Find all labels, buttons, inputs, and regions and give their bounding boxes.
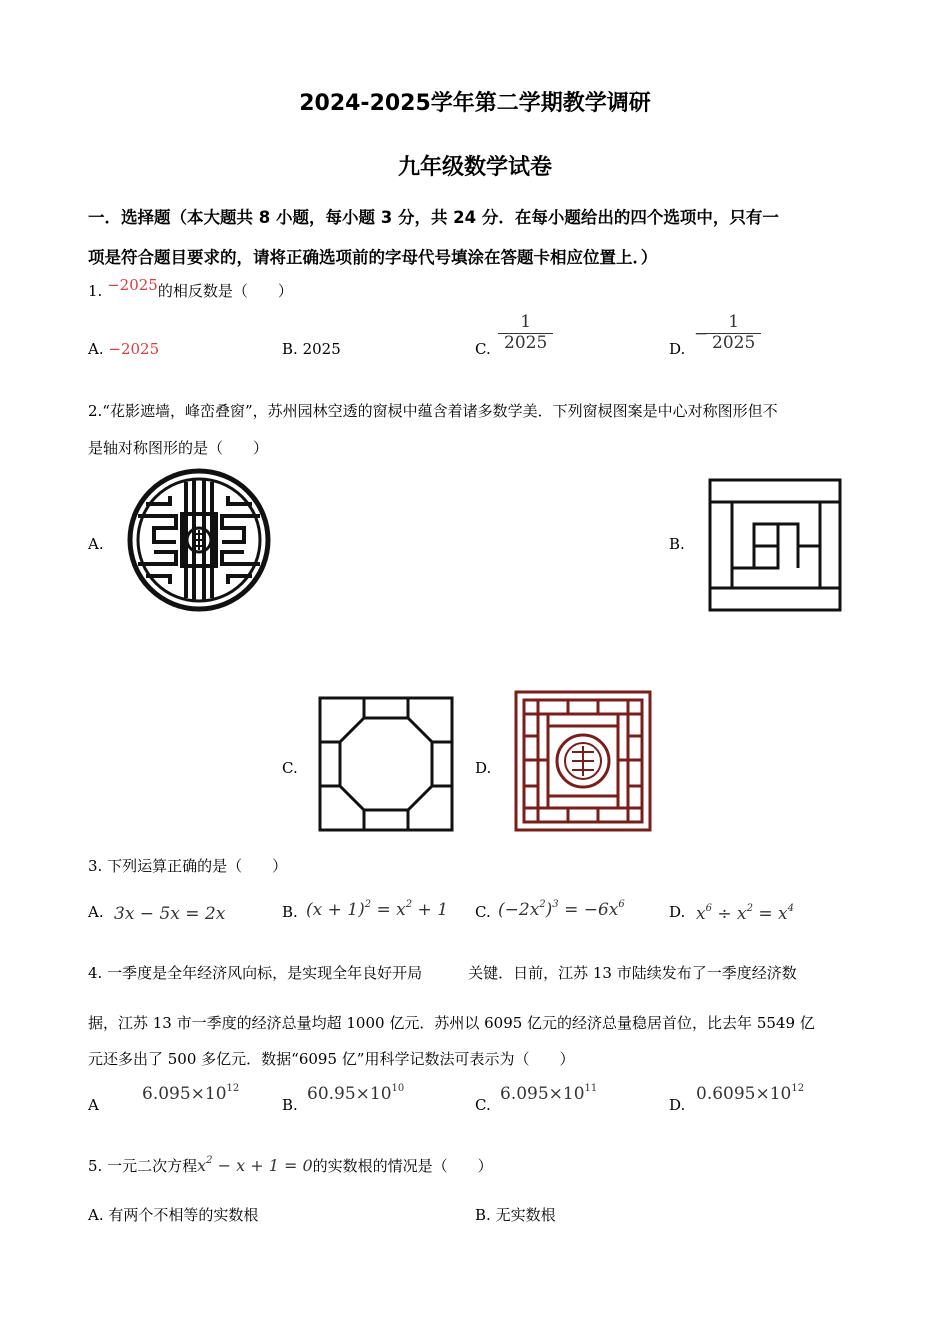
q4-line1-part1: 4. 一季度是全年经济风向标，是实现全年良好开局 [88,964,423,982]
q2-figure-c-octagon-lattice [318,696,454,832]
q5-stem-post: 的实数根的情况是（ ） [312,1157,493,1175]
q5-a-text: 有两个不相等的实数根 [108,1206,259,1224]
q3-option-a-expr: 3x − 5x = 2x [114,904,226,924]
math-exponent: 12 [226,1083,240,1094]
fraction-numerator: 1 [520,312,532,332]
exam-title: 2024-2025学年第二学期教学调研 [299,91,651,116]
q3-option-d-label: D. [669,903,686,921]
q1-option-c-fraction [498,314,553,353]
q1-option-b [282,340,341,358]
math-part: 60.95×10 [307,1084,392,1104]
math-part: ) [545,900,553,920]
q3-option-a-label: A. [88,903,104,921]
option-label: B. [475,1206,491,1224]
q4-option-b-expr [307,1084,404,1104]
question-4-line2: 据，江苏 13 市一季度的经济总量均超 1000 亿元．苏州以 6095 亿元的经济总量稳居首位，比去年 5549 亿 [88,1014,815,1032]
math-part: (−2x [498,900,540,920]
math-part: = x [758,904,788,924]
q1-option-d-sign: − [694,324,709,344]
question-2-line1: 2.“花影遮墙，峰峦叠窗”，苏州园林空透的窗棂中蕴含着诸多数学美．下列窗棂图案是中心对称图形但不 [88,402,778,420]
q4-option-c-expr [500,1084,597,1104]
math-part: (x + 1) [306,900,365,920]
q3-option-c-label: C. [475,903,491,921]
math-part: ÷ x [717,904,747,924]
math-part: 6.095×10 [142,1084,227,1104]
q2-option-d-label: D. [475,759,492,777]
q1-option-a [88,340,159,358]
math-exponent: 11 [584,1083,598,1094]
math-exponent: 2 [206,1155,213,1166]
math-part: + 1 [417,900,449,920]
question-3: 3. 下列运算正确的是（ ） [88,857,288,875]
math-part: = x [376,900,406,920]
math-exponent: 6 [618,899,625,910]
section-header-line1: 一．选择题（本大题共 8 小题，每小题 3 分，共 24 分．在每小题给出的四个选项中，只有一 [88,208,779,227]
q2-figure-a-round-lattice [126,468,272,612]
option-label: A. [88,1206,104,1224]
math-part: 0.6095×10 [696,1084,792,1104]
q1-option-d-fraction [706,314,761,353]
q1-stem: 的相反数是（ ） [157,282,293,300]
math-part: − x + 1 = 0 [217,1156,313,1175]
option-label: B. [282,340,298,358]
q1-number: 1. [88,282,103,300]
q2-figure-d-red-lattice [514,690,652,832]
q5-option-a [88,1204,258,1225]
q4-option-a-expr [142,1084,239,1104]
math-part: = −6x [564,900,619,920]
q5-option-b [475,1204,556,1225]
q1-expression: −2025 [107,276,158,294]
q2-option-b-label: B. [669,535,685,553]
q2-figure-b-square-lattice [708,478,842,612]
math-exponent: 2 [746,903,753,914]
option-label: A. [88,340,104,358]
q1-a-value: −2025 [108,340,160,358]
q4-option-d-label: D. [669,1096,686,1114]
math-exponent: 4 [787,903,795,914]
math-part: 6.095×10 [500,1084,585,1104]
fraction-numerator: 1 [728,312,740,332]
question-5 [88,1155,493,1176]
question-4-line1 [88,962,797,983]
q4-option-b-label: B. [282,1096,298,1114]
question-2-line2: 是轴对称图形的是（ ） [88,439,269,457]
q3-option-c-expr [498,900,625,920]
q2-option-a-label: A. [88,535,104,553]
q3-option-d-expr [696,904,794,924]
q1-option-d-label: D. [669,340,686,358]
math-exponent: 12 [791,1083,805,1094]
q5-b-text: 无实数根 [495,1206,556,1224]
math-exponent: 2 [405,899,413,910]
question-1 [88,276,293,301]
q4-line1-part2: 关键．日前，江苏 13 市陆续发布了一季度经济数 [468,964,797,982]
q4-option-d-expr [696,1084,804,1104]
math-exponent: 3 [552,899,559,910]
fraction-denominator: 2025 [498,333,553,353]
q4-option-a-label: A [88,1096,99,1114]
exam-subtitle: 九年级数学试卷 [397,155,552,180]
q2-option-c-label: C. [282,759,298,777]
math-part: x [696,904,706,924]
math-exponent: 2 [539,899,546,910]
q1-option-c-label: C. [475,340,491,358]
section-header-line2: 项是符合题目要求的，请将正确选项前的字母代号填涂在答题卡相应位置上．） [88,248,658,267]
q4-option-c-label: C. [475,1096,491,1114]
math-exponent: 10 [391,1083,405,1094]
math-exponent: 2 [364,899,372,910]
q3-option-b-label: B. [282,903,298,921]
question-4-line3: 元还多出了 500 多亿元．数据“6095 亿”用科学记数法可表示为（ ） [88,1050,575,1068]
math-exponent: 6 [705,903,712,914]
q5-stem-pre: 5. 一元二次方程 [88,1157,198,1175]
q3-option-b-expr [306,900,448,920]
q1-b-value: 2025 [302,340,341,358]
fraction-denominator: 2025 [706,333,761,353]
math-part: x [197,1156,207,1175]
